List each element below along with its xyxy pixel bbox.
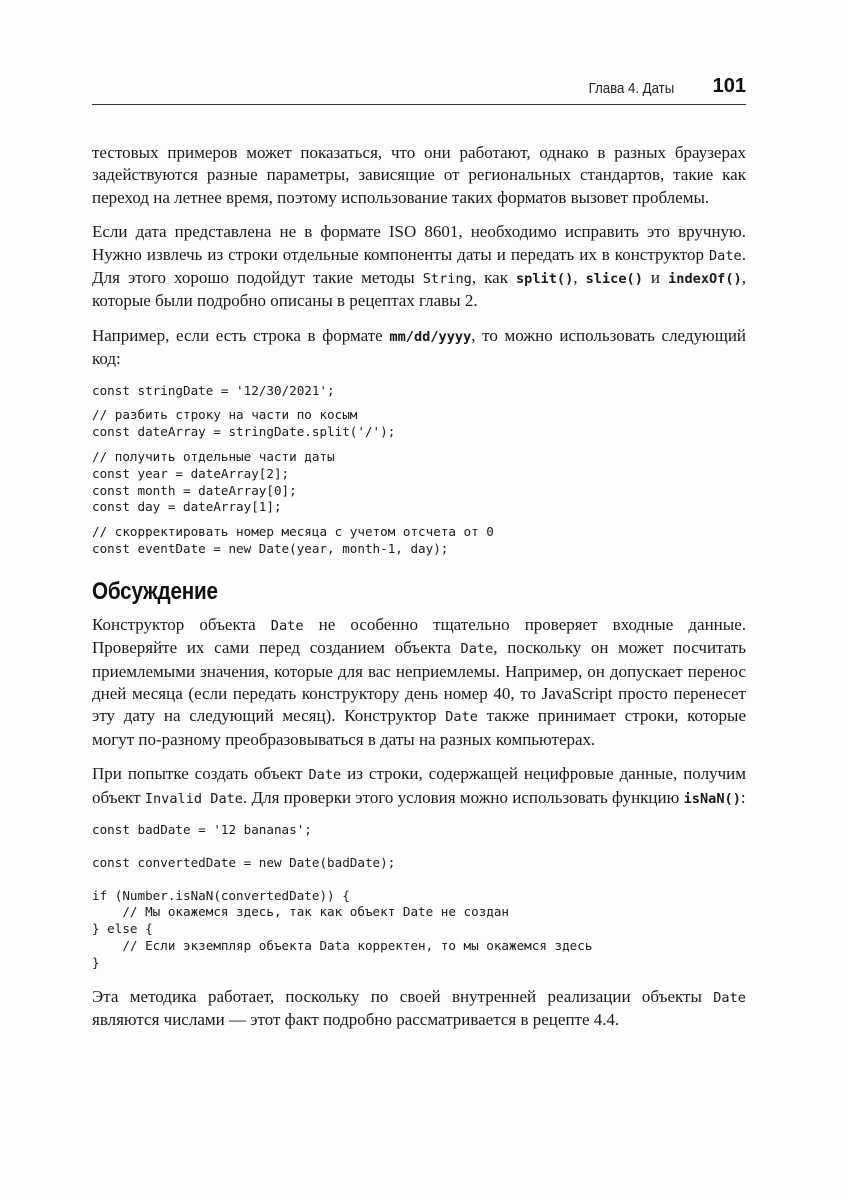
- code-line: const dateArray = stringDate.split('/');: [92, 424, 396, 440]
- inline-code: Date: [308, 767, 342, 784]
- paragraph-2: [92, 221, 746, 313]
- page-number: 101: [712, 75, 746, 97]
- text-run: . Для проверки этого условия можно использовать функцию: [243, 787, 684, 807]
- code-listing-1: [92, 383, 746, 558]
- text-run: :: [740, 787, 746, 807]
- inline-code: Date: [460, 641, 494, 658]
- paragraph-4: [92, 614, 746, 751]
- code-listing-2: [92, 822, 746, 972]
- text-run: . Для этого хорошо подойдут такие методы: [92, 244, 746, 288]
- code-line: const day = dateArray[1];: [92, 499, 282, 515]
- paragraph-1: [92, 142, 746, 209]
- text-run: и: [642, 268, 669, 288]
- inline-code: mm/dd/yyyy: [389, 328, 472, 345]
- code-line: const month = dateArray[0];: [92, 482, 297, 498]
- text-run: , поскольку он может посчитать приемлемыми значения, которые для вас неприемлемы. Например, он допускает перенос дней месяца (если передать конструктору день номер 40, то JavaScript просто перенесет эту дату на следующий месяц). Конструктор: [92, 638, 746, 726]
- text-run: , которые были подробно описаны в рецептах главы 2.: [92, 268, 746, 311]
- inline-code: Date: [713, 989, 746, 1006]
- inline-code: String: [422, 271, 472, 288]
- text-run: При попытке создать объект: [92, 764, 309, 784]
- code-line: const year = dateArray[2];: [92, 465, 290, 481]
- code-line: } else {: [92, 921, 153, 937]
- text-run: Например, если есть строка в формате: [92, 325, 390, 345]
- chapter-title: Глава 4. Даты: [588, 80, 674, 97]
- text-run: Эта методика работает, поскольку по своей внутренней реализации объекты: [92, 986, 714, 1006]
- code-comment: // Если экземпляр объекта Data корректен, то мы окажемся здесь: [92, 938, 593, 954]
- text-run: являются числами — этот факт подробно рассматривается в рецепте 4.4.: [92, 1010, 620, 1030]
- text-run: не особенно тщательно проверяет входные данные. Проверяйте их сами перед созданием объекта: [92, 614, 746, 658]
- inline-code: Date: [709, 247, 742, 264]
- code-line: const eventDate = new Date(year, month-1, day);: [92, 541, 449, 557]
- code-line: }: [92, 954, 100, 970]
- inline-code: isNaN(): [683, 790, 741, 807]
- paragraph-3: [92, 325, 746, 371]
- section-heading: Обсуждение: [92, 577, 218, 605]
- page-content: [92, 142, 746, 1043]
- code-comment: // разбить строку на части по косым: [92, 407, 358, 423]
- text-run: , как: [471, 268, 516, 288]
- code-comment: // скорректировать номер месяца с учетом отсчета от 0: [92, 524, 494, 540]
- inline-code: indexOf(): [668, 271, 742, 288]
- code-comment: // получить отдельные части даты: [92, 449, 335, 465]
- code-line: if (Number.isNaN(convertedDate)) {: [92, 887, 350, 903]
- inline-code: Date: [445, 709, 478, 726]
- text-run: Если дата представлена не в формате ISO 8601, необходимо исправить это вручную. Нужно извлечь из строки отдельные компоненты даты и передать их в конструктор: [92, 222, 746, 264]
- code-line: const convertedDate = new Date(badDate);: [92, 854, 396, 870]
- paragraph-5: [92, 763, 746, 810]
- inline-code: split(): [516, 271, 574, 288]
- text-run: , то можно использовать следующий код:: [92, 325, 747, 369]
- text-run: Конструктор объекта: [92, 614, 271, 634]
- paragraph-6: [92, 986, 746, 1032]
- code-line: const badDate = '12 bananas';: [92, 822, 312, 838]
- inline-code: slice(): [585, 271, 643, 288]
- paragraph-1-text: тестовых примеров может показаться, что они работают, однако в разных браузерах задействуются разные параметры, зависящие от региональных стандартов, такие как переход на летнее время, поэтому использование таких форматов вызовет проблемы.: [92, 143, 746, 207]
- running-header: [92, 74, 746, 105]
- text-run: из строки, содержащей нецифровые данные, получим объект: [92, 764, 746, 807]
- text-run: ,: [573, 268, 586, 288]
- inline-code: Invalid Date: [144, 790, 243, 807]
- inline-code: Date: [270, 617, 304, 634]
- text-run: также принимает строки, которые могут по-разному преобразовываться в даты на разных компьютерах.: [92, 706, 746, 749]
- code-line: const stringDate = '12/30/2021';: [92, 382, 335, 398]
- code-comment: // Мы окажемся здесь, так как объект Date не создан: [92, 904, 510, 920]
